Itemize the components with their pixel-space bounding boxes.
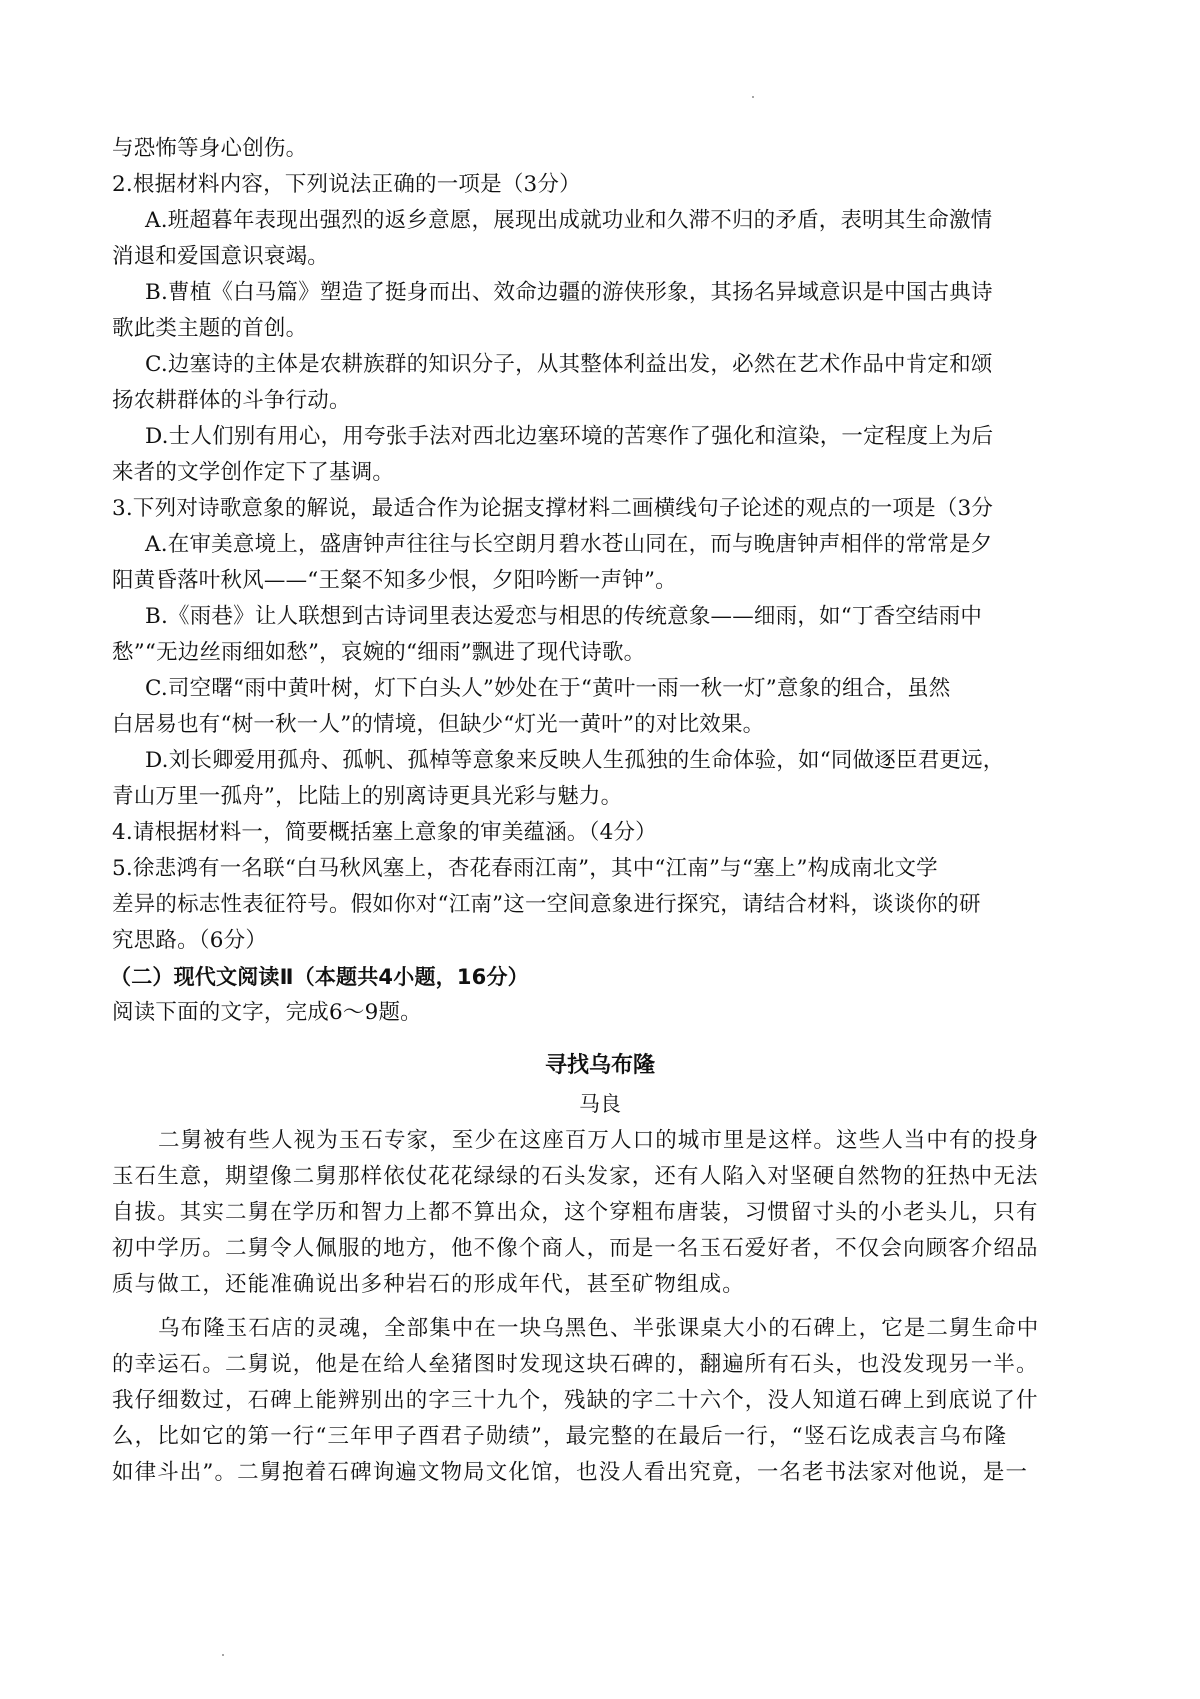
option-c: C.司空曙“雨中黄叶树，灯下白头人”妙处在于“黄叶一雨一秋一灯”意象的组合，虽然 bbox=[145, 676, 951, 701]
text-line: 歌此类主题的首创。 bbox=[112, 316, 308, 341]
option-b: B.曹植《白马篇》塑造了挺身而出、效命边疆的游侠形象，其扬名异域意识是中国古典诗 bbox=[145, 280, 993, 305]
option-d: D.刘长卿爱用孤舟、孤帆、孤棹等意象来反映人生孤独的生命体验，如“同做逐臣君更远， bbox=[145, 748, 1005, 773]
instruction-line: 阅读下面的文字，完成6～9题。 bbox=[112, 1000, 422, 1025]
story-line: 质与做工，还能准确说出多种岩石的形成年代，甚至矿物组成。 bbox=[112, 1272, 745, 1297]
story-line: 我仔细数过，石碑上能辨别出的字三十九个，残缺的字二十六个，没人知道石碑上到底说了什 bbox=[112, 1388, 1039, 1413]
text-line: 究思路。（6分） bbox=[112, 928, 268, 953]
story-line: 玉石生意，期望像二舅那样依仗花花绿绿的石头发家，还有人陷入对坚硬自然物的狂热中无法 bbox=[112, 1164, 1039, 1189]
text-line: 扬农耕群体的斗争行动。 bbox=[112, 388, 351, 413]
section-heading: （二）现代文阅读Ⅱ（本题共4小题，16分） bbox=[110, 965, 529, 989]
story-line: 的幸运石。二舅说，他是在给人垒猪图时发现这块石碑的，翻遍所有石头，也没发现另一半。 bbox=[112, 1352, 1039, 1377]
question-5: 5.徐悲鸿有一名联“白马秋风塞上，杏花春雨江南”，其中“江南”与“塞上”构成南北文学 bbox=[112, 856, 938, 881]
story-line: 初中学历。二舅令人佩服的地方，他不像个商人，而是一名玉石爱好者，不仅会向顾客介绍品 bbox=[112, 1236, 1039, 1261]
text-line: 消退和爱国意识衰竭。 bbox=[112, 244, 330, 269]
option-c: C.边塞诗的主体是农耕族群的知识分子，从其整体利益出发，必然在艺术作品中肯定和颂 bbox=[145, 352, 993, 377]
text-line: 愁”“无边丝雨细如愁”，哀婉的“细雨”飘进了现代诗歌。 bbox=[112, 640, 646, 665]
scan-speck bbox=[752, 96, 754, 98]
option-d: D.士人们别有用心，用夸张手法对西北边塞环境的苦寒作了强化和渲染，一定程度上为后 bbox=[145, 424, 994, 449]
story-line: 二舅被有些人视为玉石专家，至少在这座百万人口的城市里是这样。这些人当中有的投身 bbox=[158, 1128, 1040, 1153]
story-author: 马良 bbox=[579, 1092, 621, 1116]
scan-speck bbox=[222, 1654, 224, 1656]
text-line: 阳黄昏落叶秋风——“王粲不知多少恨，夕阳吟断一声钟”。 bbox=[112, 568, 677, 593]
text-line: 差异的标志性表征符号。假如你对“江南”这一空间意象进行探究，请结合材料，谈谈你的研 bbox=[112, 892, 981, 917]
question-2: 2.根据材料内容，下列说法正确的一项是（3分） bbox=[112, 172, 581, 197]
question-3: 3.下列对诗歌意象的解说，最适合作为论据支撑材料二画横线句子论述的观点的一项是（3分 bbox=[112, 496, 994, 521]
text-line: 来者的文学创作定下了基调。 bbox=[112, 460, 395, 485]
story-line: 么，比如它的第一行“三年甲子酉君子勋绩”，最完整的在最后一行，“竖石讫成表言乌布隆 bbox=[112, 1424, 1008, 1449]
story-line: 乌布隆玉石店的灵魂，全部集中在一块乌黑色、半张课桌大小的石碑上，它是二舅生命中 bbox=[158, 1316, 1040, 1341]
option-a: A.班超暮年表现出强烈的返乡意愿，展现出成就功业和久滞不归的矛盾，表明其生命激情 bbox=[145, 208, 993, 233]
story-line: 自拔。其实二舅在学历和智力上都不算出众，这个穿粗布唐装，习惯留寸头的小老头儿，只有 bbox=[112, 1200, 1039, 1225]
text-line: 白居易也有“树一秋一人”的情境，但缺少“灯光一黄叶”的对比效果。 bbox=[112, 712, 765, 737]
question-4: 4.请根据材料一，简要概括塞上意象的审美蕴涵。（4分） bbox=[112, 820, 657, 845]
option-a: A.在审美意境上，盛唐钟声往往与长空朗月碧水苍山同在，而与晚唐钟声相伴的常常是夕 bbox=[145, 532, 993, 557]
option-b: B.《雨巷》让人联想到古诗词里表达爱恋与相思的传统意象——细雨，如“丁香空结雨中 bbox=[145, 604, 983, 629]
text-line: 与恐怖等身心创伤。 bbox=[112, 136, 308, 161]
story-title: 寻找乌布隆 bbox=[544, 1053, 655, 1078]
story-line: 如律斗出”。二舅抱着石碑询遍文物局文化馆，也没人看出究竟，一名老书法家对他说，是一 bbox=[112, 1460, 1029, 1485]
text-line: 青山万里一孤舟”，比陆上的别离诗更具光彩与魅力。 bbox=[112, 784, 623, 809]
